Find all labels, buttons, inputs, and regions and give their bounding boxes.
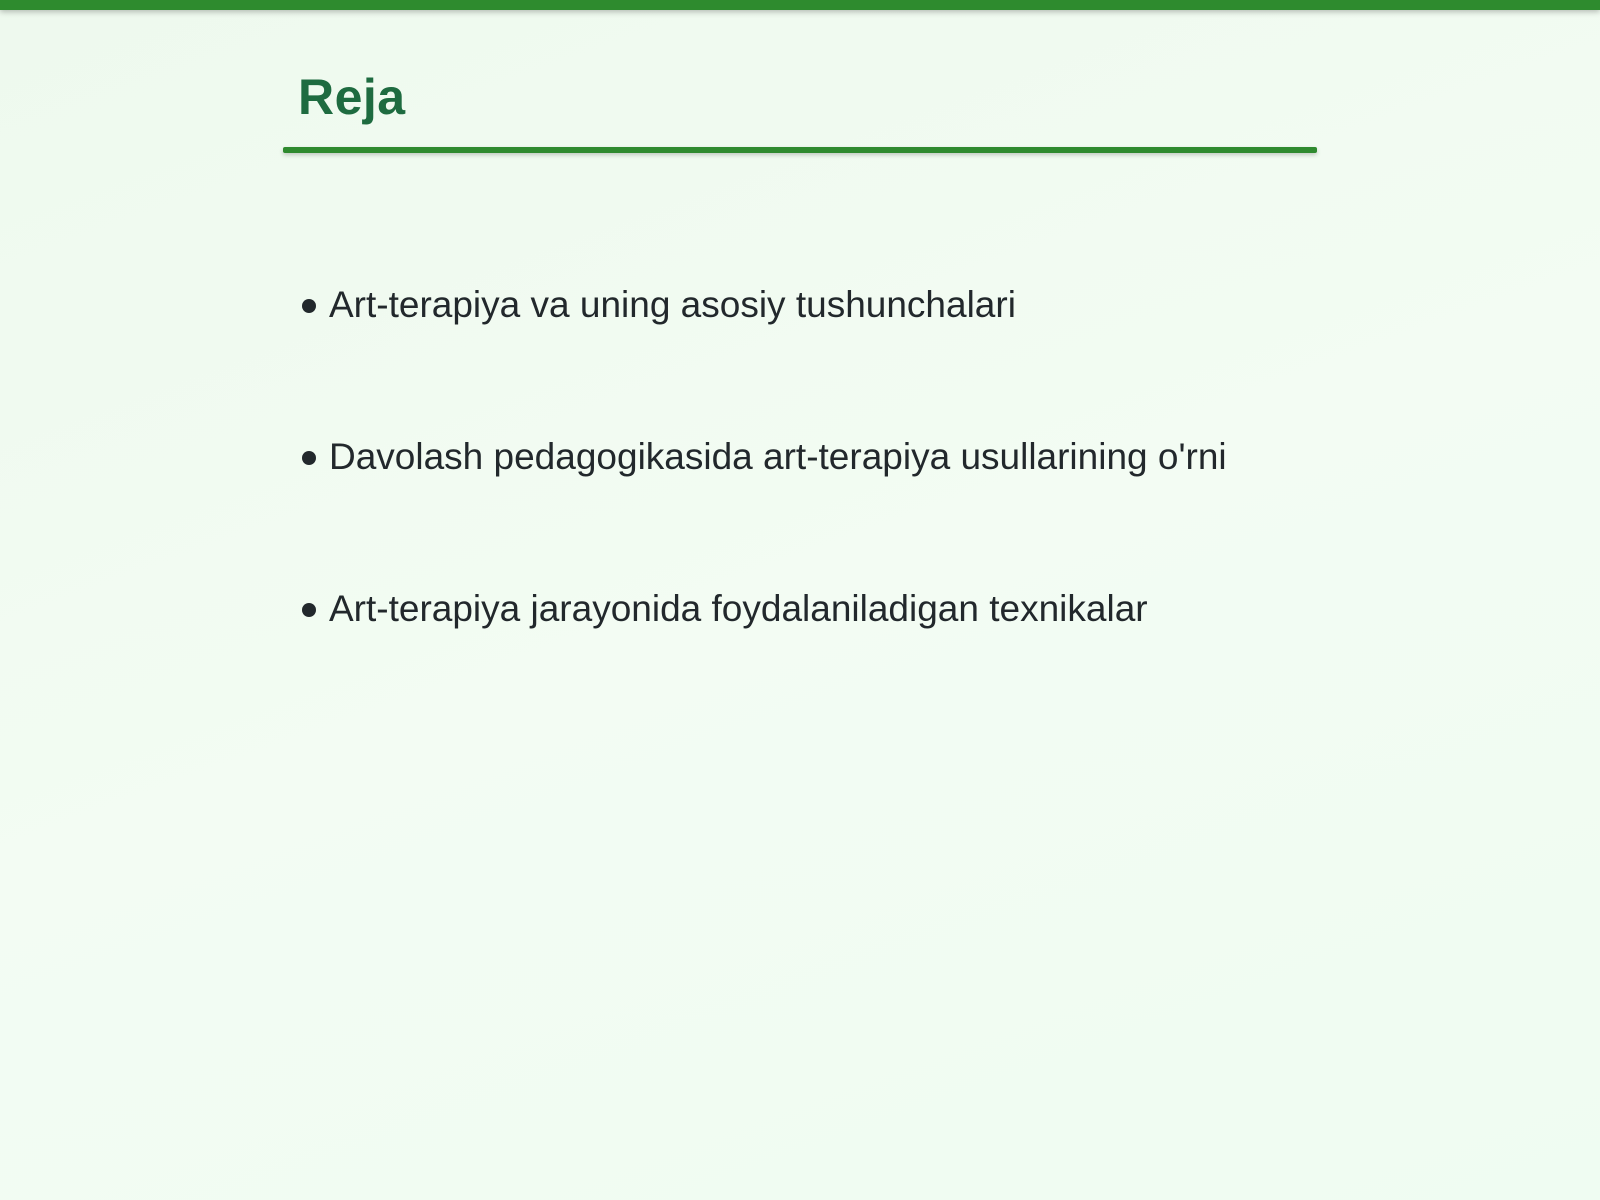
- bullet-text: Art-terapiya jarayonida foydalaniladigan texnikalar: [329, 588, 1148, 629]
- top-accent-bar: [0, 0, 1600, 10]
- bullet-text: Davolash pedagogikasida art-terapiya usullarining o'rni: [329, 436, 1227, 477]
- slide-title: Reja: [298, 69, 406, 125]
- bullet-dot-icon: [302, 299, 316, 313]
- bullet-text: Art-terapiya va uning asosiy tushunchalari: [329, 284, 1016, 325]
- bullet-dot-icon: [302, 451, 316, 465]
- title-underline: [283, 147, 1317, 153]
- bullet-dot-icon: [302, 603, 316, 617]
